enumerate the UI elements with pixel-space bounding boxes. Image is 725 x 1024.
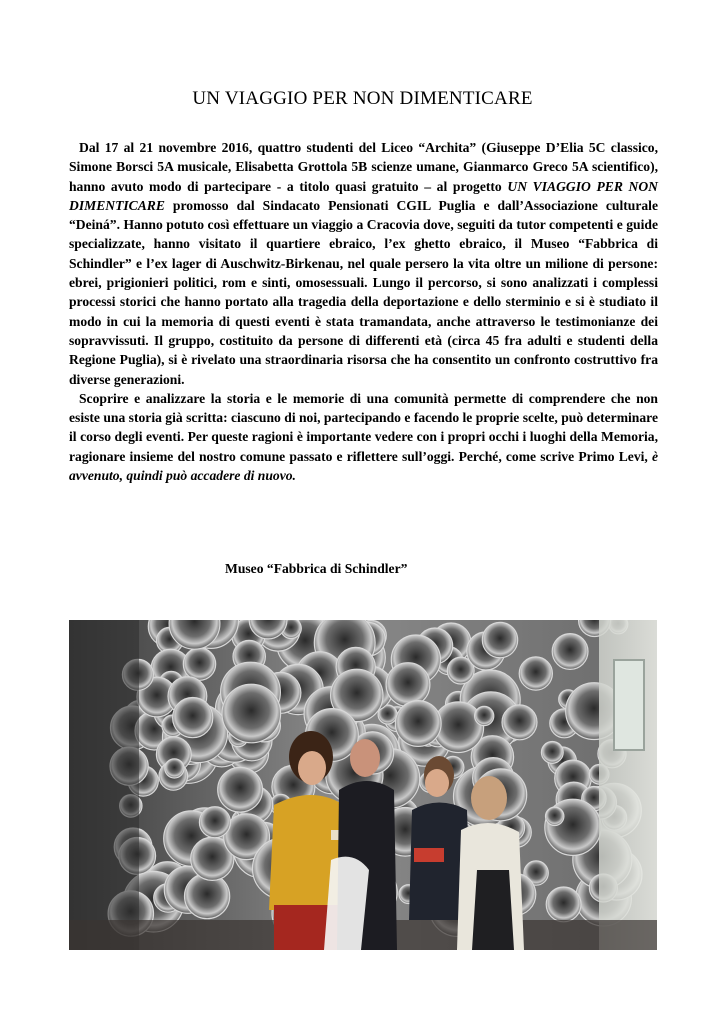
paragraph-1-body: promosso dal Sindacato Pensionati CGIL Puglia e dall’Associazione culturale “Deiná”. Hanno potuto così effettuare un viaggio a Cracovia dove, seguiti da tutor competenti e guide specializzate, hanno visitato il quartiere ebraico, l’ex ghetto ebraico, il Museo “Fabbrica di Schindler” e l’ex lager di Auschwitz-Birkenau, nel quale persero la vita oltre un milione di persone: ebrei, prigionieri politici, rom e sinti, omosessuali. Lungo il percorso, si sono analizzati i complessi processi storici che hanno portato alla tragedia della deportazione e dello sterminio e si è studiato il modo in cui la memoria di questi eventi è stata tramandata, anche attraverso le testimonianze dei sopravvissuti. Il gruppo, costituito da persone di differenti età (circa 45 fra adulti e studenti della Regione Puglia), si è rivelato una straordinaria risorsa che ha consentito un confronto costruttivo fra diverse generazioni. xyxy=(69,197,658,387)
paragraph-1-intro: Dal 17 al 21 novembre 2016, quattro studenti del Liceo “Archita” (Giuseppe D’Elia 5C classico, Simone Borsci 5A musicale, Elisabetta Grottola 5B scienze umane, Gianmarco Greco 5A scientifico), hanno avuto modo di partecipare - a titolo quasi gratuito – al progetto xyxy=(69,140,658,194)
pot xyxy=(552,634,588,670)
pot xyxy=(482,622,517,657)
pot xyxy=(475,706,494,725)
pot xyxy=(541,742,563,764)
primo-levi-quote: è avvenuto, quindi può accadere di nuovo. xyxy=(69,448,658,484)
pot xyxy=(386,663,430,707)
pot xyxy=(546,807,564,825)
page-title: UN VIAGGIO PER NON DIMENTICARE xyxy=(192,88,533,109)
photo-caption: Museo “Fabbrica di Schindler” xyxy=(225,561,408,576)
pot xyxy=(218,767,263,812)
paragraph-2 xyxy=(69,389,658,485)
museum-photo xyxy=(69,620,657,950)
pot xyxy=(546,887,581,922)
pot xyxy=(502,705,537,740)
pot xyxy=(165,759,184,778)
paragraph-1 xyxy=(69,138,658,389)
pot xyxy=(519,657,552,690)
paragraph-2-body: Scoprire e analizzare la storia e le memorie di una comunità permette di comprendere che non esiste una storia già scritta: ciascuno di noi, partecipando e facendo le proprie scelte, può determinare il corso degli eventi. Per queste ragioni è importante vedere con i propri occhi i luoghi della Memoria, ragionare insieme del nostro comune passato e riflettere sull’oggi. Perché, come scrive Primo Levi, xyxy=(69,390,658,464)
museum-photo-illustration xyxy=(69,620,657,950)
pot xyxy=(183,648,215,680)
pot xyxy=(199,807,230,838)
project-name: UN VIAGGIO PER NON DIMENTICARE xyxy=(69,178,658,213)
pot xyxy=(173,698,213,738)
pot xyxy=(222,684,281,743)
article-body xyxy=(69,138,658,485)
pot xyxy=(395,701,441,747)
